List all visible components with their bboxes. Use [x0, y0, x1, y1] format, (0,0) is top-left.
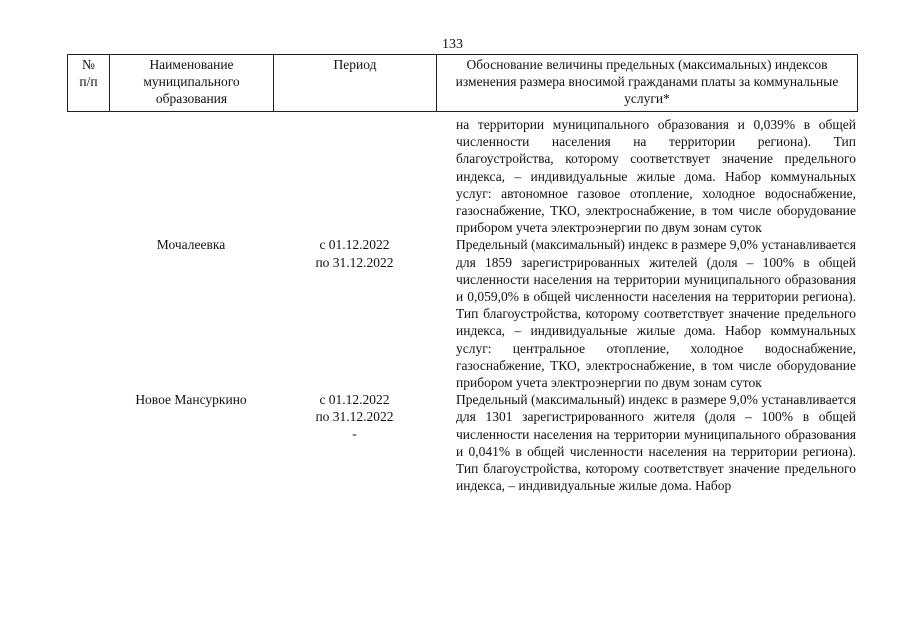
basis-text: на территории муниципального образования и 0,039% в общей численности населения на территории региона). Тип благоустройства, которому соответствует значение предельного индекса, – индивидуальные жилые дома. Набор коммунальных услуг: автономное газовое отопление, холодное водоснабжение, газоснабжение, ТКО, электроснабжение, в том числе оборудование прибором учета электроэнергии по двум зонам суток	[456, 117, 856, 236]
municipality-name: Мочалеевка	[156, 237, 226, 253]
period-cell	[273, 391, 436, 494]
row-number	[67, 116, 109, 236]
dash-mark: -	[352, 425, 357, 441]
period-from: с 01.12.2022	[319, 392, 390, 408]
header-col-name: Наименование муниципального образования	[110, 55, 274, 112]
header-col-period: Период	[274, 55, 437, 112]
table-body	[67, 116, 857, 494]
header-col-basis: Обоснование величины предельных (максимальных) индексов изменения размера вносимой гражданами платы за коммунальные услуги*	[437, 55, 858, 112]
table-row	[67, 236, 857, 391]
municipality-name	[109, 116, 273, 236]
period-cell	[273, 236, 436, 391]
header-col-number: № п/п	[68, 55, 110, 112]
table-row	[67, 116, 857, 236]
basis-text: Предельный (максимальный) индекс в размере 9,0% устанавливается для 1859 зарегистрированных жителей (доля – 100% в общей численности населения на территории муниципального образования и 0,059,0% в общей численности населения на территории региона). Тип благоустройства, которому соответствует значение предельного индекса, – индивидуальные жилые дома. Набор коммунальных услуг: центральное отопление, холодное водоснабжение, газоснабжение, ТКО, электроснабжение, в том числе оборудование прибором учета электроэнергии по двум зонам суток	[456, 237, 856, 391]
row-number	[67, 391, 109, 494]
table-header	[67, 54, 858, 112]
period-to: по 31.12.2022	[315, 254, 394, 270]
period-from: с 01.12.2022	[319, 237, 390, 253]
municipality-name: Новое Мансуркино	[135, 392, 247, 408]
period-cell	[273, 116, 436, 236]
page-number: 133	[442, 37, 463, 52]
row-number	[67, 236, 109, 391]
period-to: по 31.12.2022	[315, 409, 394, 425]
basis-text: Предельный (максимальный) индекс в размере 9,0% устанавливается для 1301 зарегистрированного жителя (доля – 100% в общей численности населения на территории муниципального образования и 0,041% в общей численности населения на территории региона). Тип благоустройства, которому соответствует значение предельного индекса, – индивидуальные жилые дома. Набор	[456, 392, 856, 494]
table-row	[67, 391, 857, 494]
